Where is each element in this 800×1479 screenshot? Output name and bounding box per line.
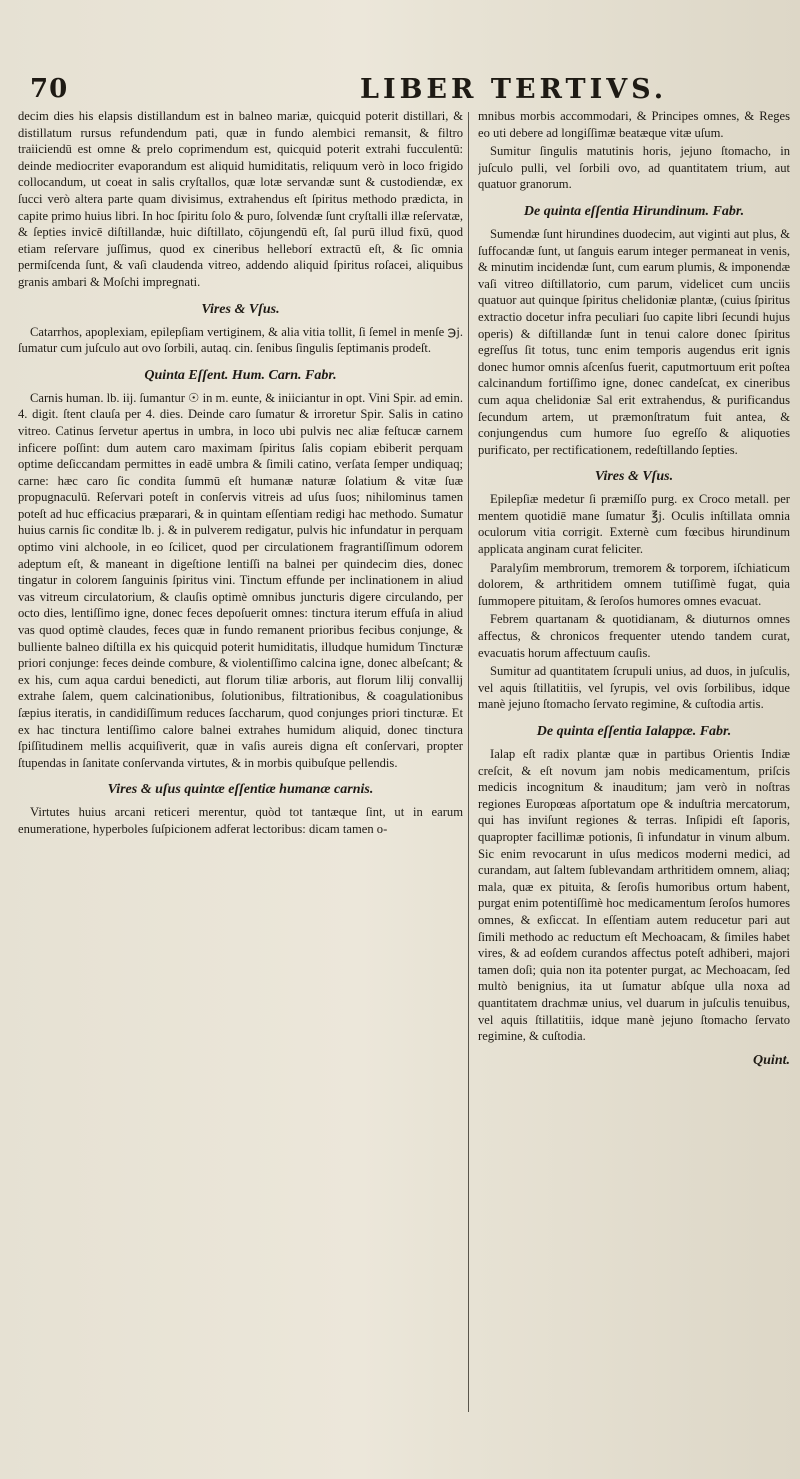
catchword: Quint. xyxy=(753,1052,790,1068)
section-heading: Vires & Vſus. xyxy=(594,469,674,485)
section-heading: Vires & uſus quintæ eſſentiæ humanæ carnis. xyxy=(107,782,374,798)
page-number: 70 xyxy=(30,74,69,104)
left-paragraph: Catarrhos, apoplexiam, epilepſiam vertiginem, & alia vitia tollit, ſi ſemel in menſe ℈j. ſumatur cum juſculo aut ovo ſorbili, autaq. cin. ſenibus ſingulis ſeptimanis prodeſt. xyxy=(18,324,463,356)
section-heading: Quinta Eſſent. Hum. Carn. Fabr. xyxy=(144,367,337,383)
section-heading: De quinta eſſentia Hirundinum. Fabr. xyxy=(523,203,745,219)
right-paragraph: mnibus morbis accommodari, & Principes omnes, & Reges eo uti debere ad longiſſimæ beatæque vitæ uſum. xyxy=(478,109,790,140)
section-heading: De quinta eſſentia Ialappæ. Fabr. xyxy=(536,724,732,739)
section-heading: Vires & Vſus. xyxy=(201,301,280,317)
page-header xyxy=(0,74,800,108)
right-column xyxy=(478,108,790,1438)
right-paragraph: Epilepſiæ medetur ſi præmiſſo purg. ex Croco metall. per mentem quotidiē mane ſumatur ℥j. Oculis inſtillata omnia oculorum vitia corrigit. Externè cum fœcibus hirundinum applicata anginam curat feliciter. xyxy=(478,492,790,557)
left-paragraph: Virtutes huius arcani reticeri merentur, quòd tot tantæque ſint, ut in earum enumeratione, hyperboles ſuſpicionem adferat lectoribus: dicam tamen o- xyxy=(18,805,463,836)
running-title: LIBER TERTIVS. xyxy=(360,74,668,105)
column-divider xyxy=(468,112,469,1412)
right-paragraph: Sumitur ſingulis matutinis horis, jejuno ſtomacho, in juſculo pulli, vel ſorbili ovo, ad quantitatem trium, aut quatuor granorum. xyxy=(478,144,790,192)
right-paragraph: Febrem quartanam & quotidianam, & diuturnos omnes affectus, & chronicos frequenter utendo tandem curat, evacuatis horum affectuum cauſis. xyxy=(478,612,790,660)
left-paragraph: decim dies his elapsis distillandum est in balneo mariæ, quicquid poterit distillari, & distillatum rursus refundendum pati, quæ in fundo alembici remansit, & filtro traiiciendū est omne & prelo coprimendum est, quicquid poterit extrahi fucculentū: deinde mediocriter evaporandum est aliquid humiditatis, reliquum verò in loco frigido collocandum, ut coeat in salis cryſtallos, quæ lotæ servandæ sunt & custodiendæ, ex ſucci verò altera parte quam divisimus, extrahendus eſt ſpiritus methodo prædicta, in capite primo huius libri. In hoc ſpiritu ſolo & puro, ſolvendæ ſunt cryſtalli illæ reſervatæ, & ſepties invicē diſtillandæ, huic diſtillato, cōjungendū eſt, ſal purū illud fixū, quod etiam reſervare juſſimus, quod ex cineribus helleborí extractū eſt, & ſic omnia permiſcenda ſunt, & vaſi claudenda vitreo, addendo aliquid ſpiritus roſacei, aliquibus granis ambari & Moſchi impregnati. xyxy=(18,109,463,289)
right-paragraph: Ialap eſt radix plantæ quæ in partibus Orientis Indiæ creſcit, & eſt novum jam nobis medicamentum, priſcis medicis incognitum & inauditum; jam verò in noſtras regiones Europœas aſportatum ope & induſtria mercatorum, qui has inviſunt regiones & terras. Inſipidi eſt ſaporis, quapropter facillimæ potionis, ſi infundatur in vinum album. Sic enim revocarunt in uſus medicos moderni medici, ad curandam, aut ſaltem ſublevandam arthritidem omnem, aliaq; mala, quæ ex pituita, & ſeroſis humoribus ortum habent, purgat enim potentiſſimè hoc medicamentum ſeroſos humores omnes, & exſiccat. In eſſentiam autem reducetur pari aut ſimili methodo ac reductum eſt Mechoacam, & ſimiles habet vires, & ad eoſdem curandos affectus poteſt adhiberi, majori tamen doſi; quia non ita potenter purgat, ac Mechoacam, ſed multò benignius, ita ut ſumatur abſque ulla noxa ad quantitatem drachmæ unius, vel duarum in juſculis tenuibus, vel aquis ſtillatitiis, idque manè jejuno ſtomacho ſervato regimine, & cuſtodia. xyxy=(478,747,790,1044)
right-paragraph: Sumitur ad quantitatem ſcrupuli unius, ad duos, in juſculis, vel aquis ſtillatitiis, vel ſyrupis, vel ovis ſorbilibus, idque manè jejuno ſtomacho ſervato regimine, & cuſtodia artis. xyxy=(478,664,790,712)
left-column xyxy=(18,108,463,1418)
right-paragraph: Paralyſim membrorum, tremorem & torporem, iſchiaticum dolorem, & arthritidem omnem tutiſſimè fugat, quia ſummopere pituitam, & ſeroſos humores omnes evacuat. xyxy=(478,560,790,608)
right-paragraph: Sumendæ ſunt hirundines duodecim, aut viginti aut plus, & ſuffocandæ ſunt, ut ſanguis earum integer permaneat in venis, & minutim incidendæ ſunt, cum earum plumis, & imponendæ vaſi vitreo diſtillatorio, cum parum, videlicet cum unciis quatuor aut quinque ſpiritus chelidoniæ plantæ, (cuius ſpiritus extractio docetur infra peculiari ſuo capite libri ſecundi hujus operis) & diſtillandæ ſunt in tenui calore donec ſpiritus egreſſus ſit totus, tunc enim temporis augendus erit ignis donec humor omnis aſcenſus fuerit, caputmortuum erit poſtea calcinandum fortiſſimo igne, donec candeſcat, ex cineribus cum aqua chelidoniæ Sal erit extrahendus, & purificandus ſecundum artem, ut præmonſtratum fuit antea, & conjungendus cum humore ſuo egreſſo & aliquoties purificato, per rectificationem, redeſtillando ſepties. xyxy=(478,226,790,457)
left-paragraph: Carnis human. lb. iij. ſumantur ☉ in m. eunte, & iniiciantur in opt. Vini Spir. ad emin. 4. digit. ſtent clauſa per 4. dies. Deinde caro ſumatur & irroretur Spir. Salis in catino vitreo. Catinus ſervetur apertus in umbra, in loco ubi pulvis nec aliæ feſtucæ carnem inficere poſſint: dum autem caro maximam ſpiritus ſalis copiam ebiberit perquam optime deſiccandam permittes in eadē umbra & ſimili catino, verſata ſemper undiquaq; carne: hæc caro ſic condita ſummū eſt humanæ naturæ ſolatium & vitæ ſuæ propugnaculū. Reſervari poteſt in conſervis vitreis ad uſus ſuos; nihilominus tamen poteſt ad huc efficacius præparari, & in quintam eſſentiam redigi hac methodo. Sumatur huius carnis ſic conditæ lb. j. & in pulverem redigatur, pulvis hic infundatur in perquam optimo vini alchoole, in eo ſcilicet, quod per circulationem fragrantiſſimum odorem adeptum eſt, & maneant in digeſtione lentiſſi na balnei per quindecim dies, donec tingatur in colorem ſanguinis ſpiritus vini. Tinctum effunde per inclinationem in aliud vas vitreum circulatorium, & clauſis optimè omnibus juncturis digere circulando, per octo dies, lentiſſimo igne, donec feces depoſuerit omnes: tinctura iterum effuſa in aliud vas quod optimè claudes, feces quæ in fundo remanent prioribus fecibus conjunge, & bulliente balneo diſtilla ex his quicquid poterit humiditatis, illudque humidum Tincturæ priori conjunge: feces deinde combure, & violentiſſimo calcina igne, donec albeſcant; & ex his, cum aqua cardui benedicti, aut florum tiliæ arboris, aut florum lilij convallij extrahe ſalem, quem calcinationibus, ſolutionibus, filtrationibus, & coagulationibus ſæpius iteratis, in candidiſſimum reduces ſaccharum, quod conjunges priori tincturæ. Et ex hac tinctura lentiſſimo calore balnei extrahes humidum aliquid, donec tinctura ſpiſſitudinem mellis acquiſiverit, quæ in vaſis aureis digna eſt conſervari, propter ſtupendas in ſanitate conſervanda virtutes, & in morbis quibuſque pellendis. xyxy=(18,390,463,770)
